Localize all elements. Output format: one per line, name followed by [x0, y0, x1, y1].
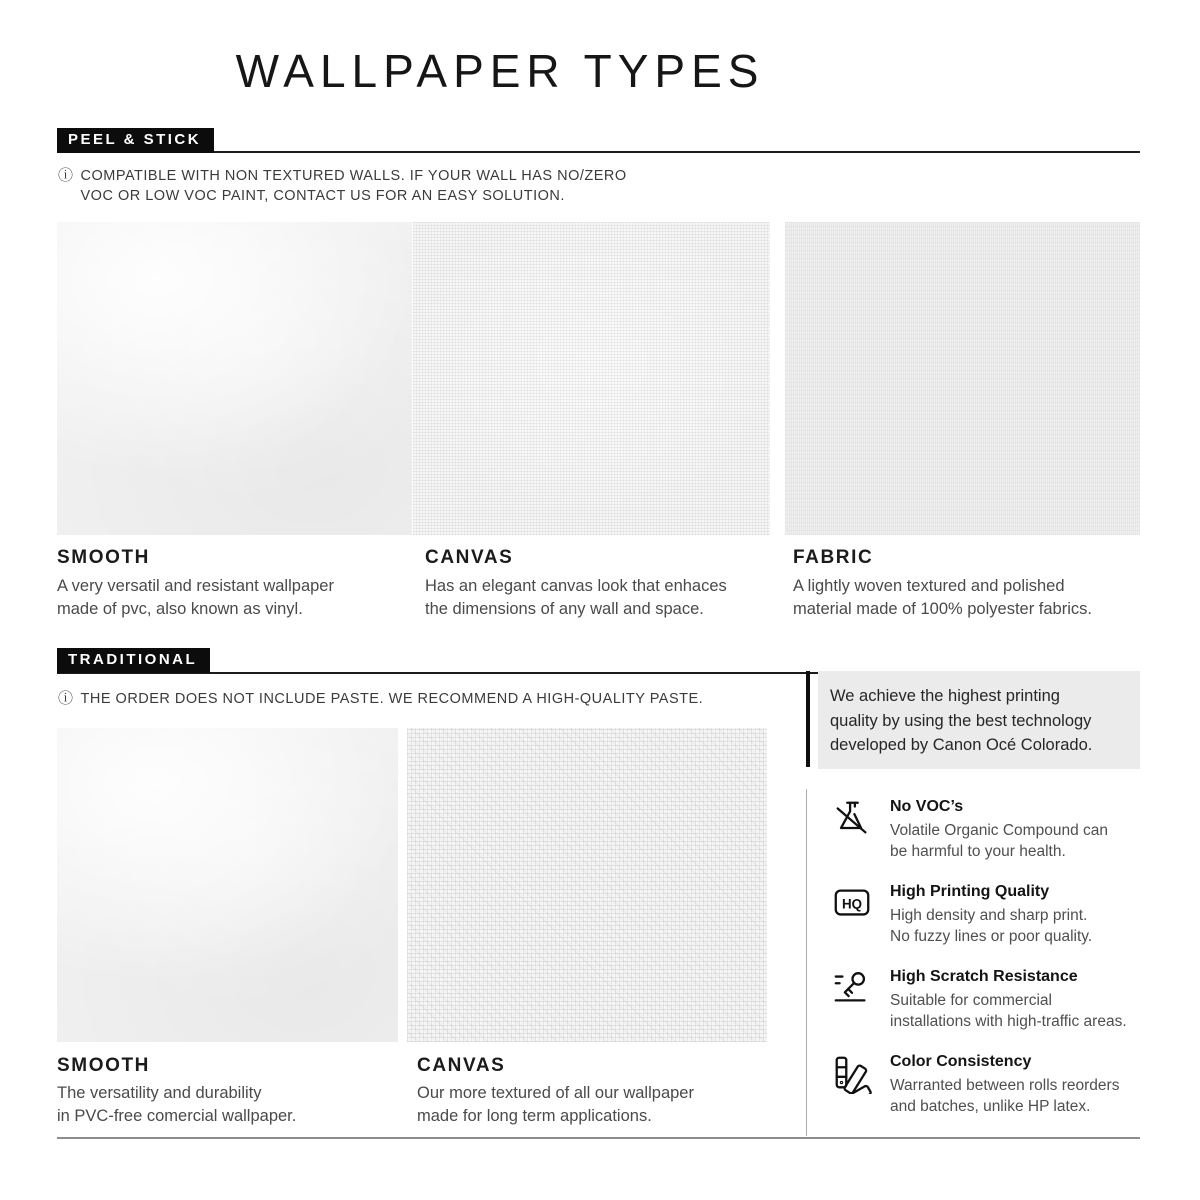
quote-line: quality by using the best technology — [830, 711, 1092, 730]
no-voc-flask-icon — [831, 797, 873, 839]
feature-no-voc — [831, 797, 1191, 862]
swatch-image-smooth-peel — [57, 222, 412, 535]
feature-title: High Printing Quality — [890, 883, 1050, 900]
page-title: WALLPAPER TYPES — [235, 45, 765, 97]
quote-accent-bar — [806, 671, 810, 767]
bottom-divider-line — [57, 1137, 1140, 1139]
info-icon: ⓘ — [58, 690, 74, 707]
feature-text — [890, 967, 1127, 1032]
feature-text — [890, 797, 1108, 862]
desc-line: Volatile Organic Compound can — [890, 822, 1108, 839]
peel-stick-divider-line — [57, 151, 1140, 153]
swatch-image-canvas-traditional — [407, 728, 767, 1042]
swatch-label-fabric-peel: FABRIC — [793, 547, 874, 568]
swatch-desc-smooth-traditional — [57, 1082, 296, 1128]
quote-line: developed by Canon Océ Colorado. — [830, 736, 1093, 754]
feature-desc — [890, 990, 1127, 1032]
feature-title: No VOC’s — [890, 798, 964, 815]
hq-icon-text: HQ — [841, 896, 863, 912]
feature-title: High Scratch Resistance — [890, 968, 1078, 985]
swatch-image-smooth-traditional — [57, 728, 398, 1042]
feature-high-printing-quality — [831, 882, 1191, 947]
swatch-image-canvas-peel — [413, 222, 770, 535]
desc-line: in PVC-free comercial wallpaper. — [57, 1107, 297, 1125]
desc-line: material made of 100% polyester fabrics. — [793, 600, 1092, 618]
desc-line: The versatility and durability — [57, 1084, 262, 1102]
feature-desc — [890, 905, 1092, 947]
feature-desc — [890, 820, 1108, 862]
swatch-image-fabric-peel — [785, 222, 1140, 535]
desc-line: the dimensions of any wall and space. — [425, 600, 704, 618]
color-swatch-fan-icon — [831, 1052, 873, 1094]
peel-stick-note-text — [81, 166, 627, 206]
traditional-note-text — [81, 689, 704, 709]
desc-line: A lightly woven textured and polished — [793, 577, 1065, 595]
swatch-label-smooth-peel: SMOOTH — [57, 547, 150, 568]
desc-line: A very versatil and resistant wallpaper — [57, 577, 334, 595]
features-divider-line — [806, 789, 807, 1136]
feature-desc — [890, 1075, 1119, 1117]
note-line: COMPATIBLE WITH NON TEXTURED WALLS. IF YOUR WALL HAS NO/ZERO — [80, 168, 627, 184]
feature-text — [890, 1052, 1119, 1117]
desc-line: made for long term applications. — [417, 1107, 652, 1125]
desc-line: Our more textured of all our wallpaper — [417, 1084, 694, 1102]
desc-line: be harmful to your health. — [890, 843, 1066, 860]
feature-text — [890, 882, 1092, 947]
desc-line: Has an elegant canvas look that enhaces — [425, 577, 727, 595]
swatch-desc-canvas-peel — [425, 575, 727, 621]
desc-line: made of pvc, also known as vinyl. — [57, 600, 303, 618]
desc-line: Suitable for commercial — [890, 992, 1052, 1009]
note-line: VOC OR LOW VOC PAINT, CONTACT US FOR AN EASY SOLUTION. — [80, 188, 565, 204]
feature-high-scratch-resistance — [831, 967, 1191, 1032]
swatch-label-canvas-peel: CANVAS — [425, 547, 514, 568]
traditional-note — [58, 689, 703, 709]
desc-line: installations with high-traffic areas. — [890, 1013, 1127, 1030]
printing-quality-quote — [818, 671, 1140, 769]
peel-stick-note — [58, 166, 627, 206]
swatch-desc-fabric-peel — [793, 575, 1092, 621]
desc-line: and batches, unlike HP latex. — [890, 1098, 1091, 1115]
desc-line: No fuzzy lines or poor quality. — [890, 928, 1093, 945]
feature-color-consistency — [831, 1052, 1191, 1117]
section-label-traditional: TRADITIONAL — [57, 648, 210, 673]
swatch-desc-smooth-peel — [57, 575, 334, 621]
quote-line: We achieve the highest printing — [830, 687, 1060, 705]
note-line: THE ORDER DOES NOT INCLUDE PASTE. WE RECOMMEND A HIGH-QUALITY PASTE. — [80, 691, 704, 707]
info-icon: ⓘ — [58, 167, 74, 184]
scratch-key-icon — [831, 967, 873, 1009]
section-label-peel-stick: PEEL & STICK — [57, 128, 214, 153]
desc-line: Warranted between rolls reorders — [890, 1077, 1120, 1094]
hq-badge-icon — [831, 882, 873, 924]
swatch-label-canvas-traditional: CANVAS — [417, 1055, 506, 1076]
swatch-label-smooth-traditional: SMOOTH — [57, 1055, 150, 1076]
desc-line: High density and sharp print. — [890, 907, 1088, 924]
swatch-desc-canvas-traditional — [417, 1082, 694, 1128]
feature-title: Color Consistency — [890, 1053, 1032, 1070]
